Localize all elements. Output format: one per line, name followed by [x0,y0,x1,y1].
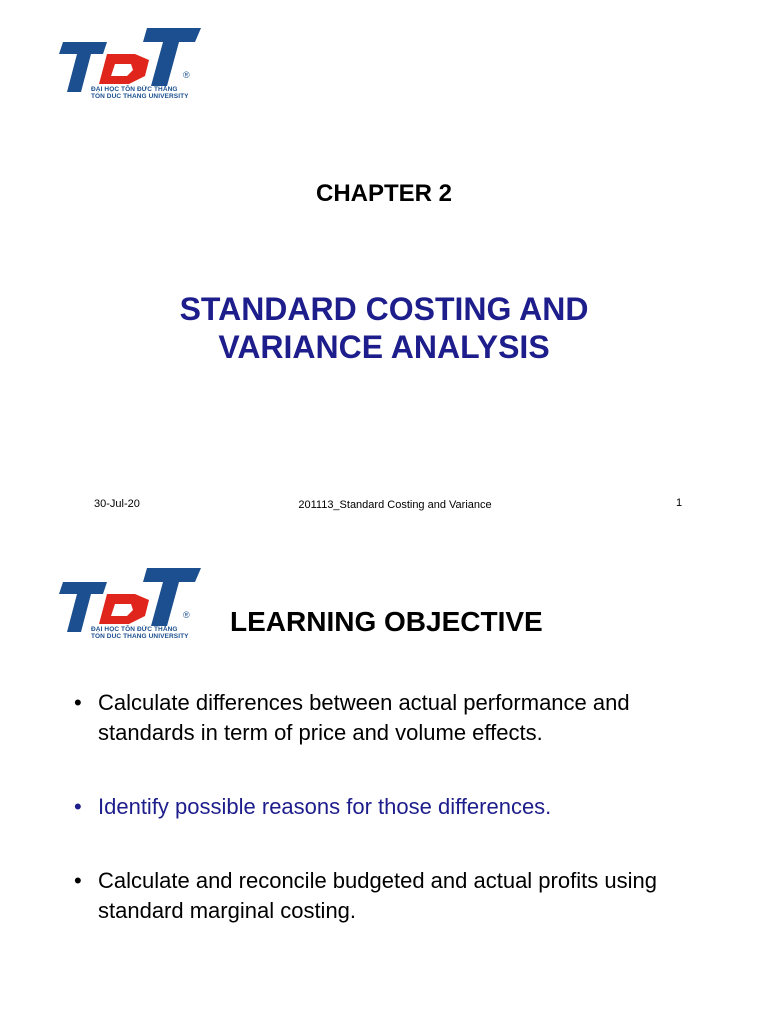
footer-page-number: 1 [676,497,683,509]
registered-mark: ® [183,610,190,620]
bullet-icon: • [74,794,82,819]
logo-caption-vi: ĐẠI HỌC TÔN ĐỨC THẮNG [91,86,178,93]
logo-caption-vi: ĐẠI HỌC TÔN ĐỨC THẮNG [91,626,178,633]
tdt-logo-icon [55,564,205,634]
objectives-list [74,688,714,970]
logo-caption-en: TON DUC THANG UNIVERSITY [91,93,189,100]
section-title: LEARNING OBJECTIVE [230,606,543,637]
university-logo [55,24,205,99]
list-item [74,866,714,926]
registered-mark: ® [183,70,190,80]
title-line-2: VARIANCE ANALYSIS [218,329,550,365]
tdt-logo-icon [55,24,205,94]
list-item [74,688,714,748]
bullet-text: Calculate differences between actual performance and standards in term of price and volume effects. [98,690,630,745]
bullet-icon: • [74,868,82,893]
list-item [74,792,714,822]
slide-main-title [60,290,708,366]
slide-learning-objective [0,512,768,1024]
bullet-icon: • [74,690,82,715]
logo-caption-en: TON DUC THANG UNIVERSITY [91,633,189,640]
bullet-text: Identify possible reasons for those differences. [98,794,552,819]
footer-title: 201113_Standard Costing and Variance [298,499,492,511]
university-logo [55,564,205,639]
title-line-1: STANDARD COSTING AND [179,291,589,327]
chapter-heading: CHAPTER 2 [315,180,453,207]
footer-date: 30-Jul-20 [94,498,140,510]
bullet-text: Calculate and reconcile budgeted and actual profits using standard marginal costing. [98,868,657,923]
